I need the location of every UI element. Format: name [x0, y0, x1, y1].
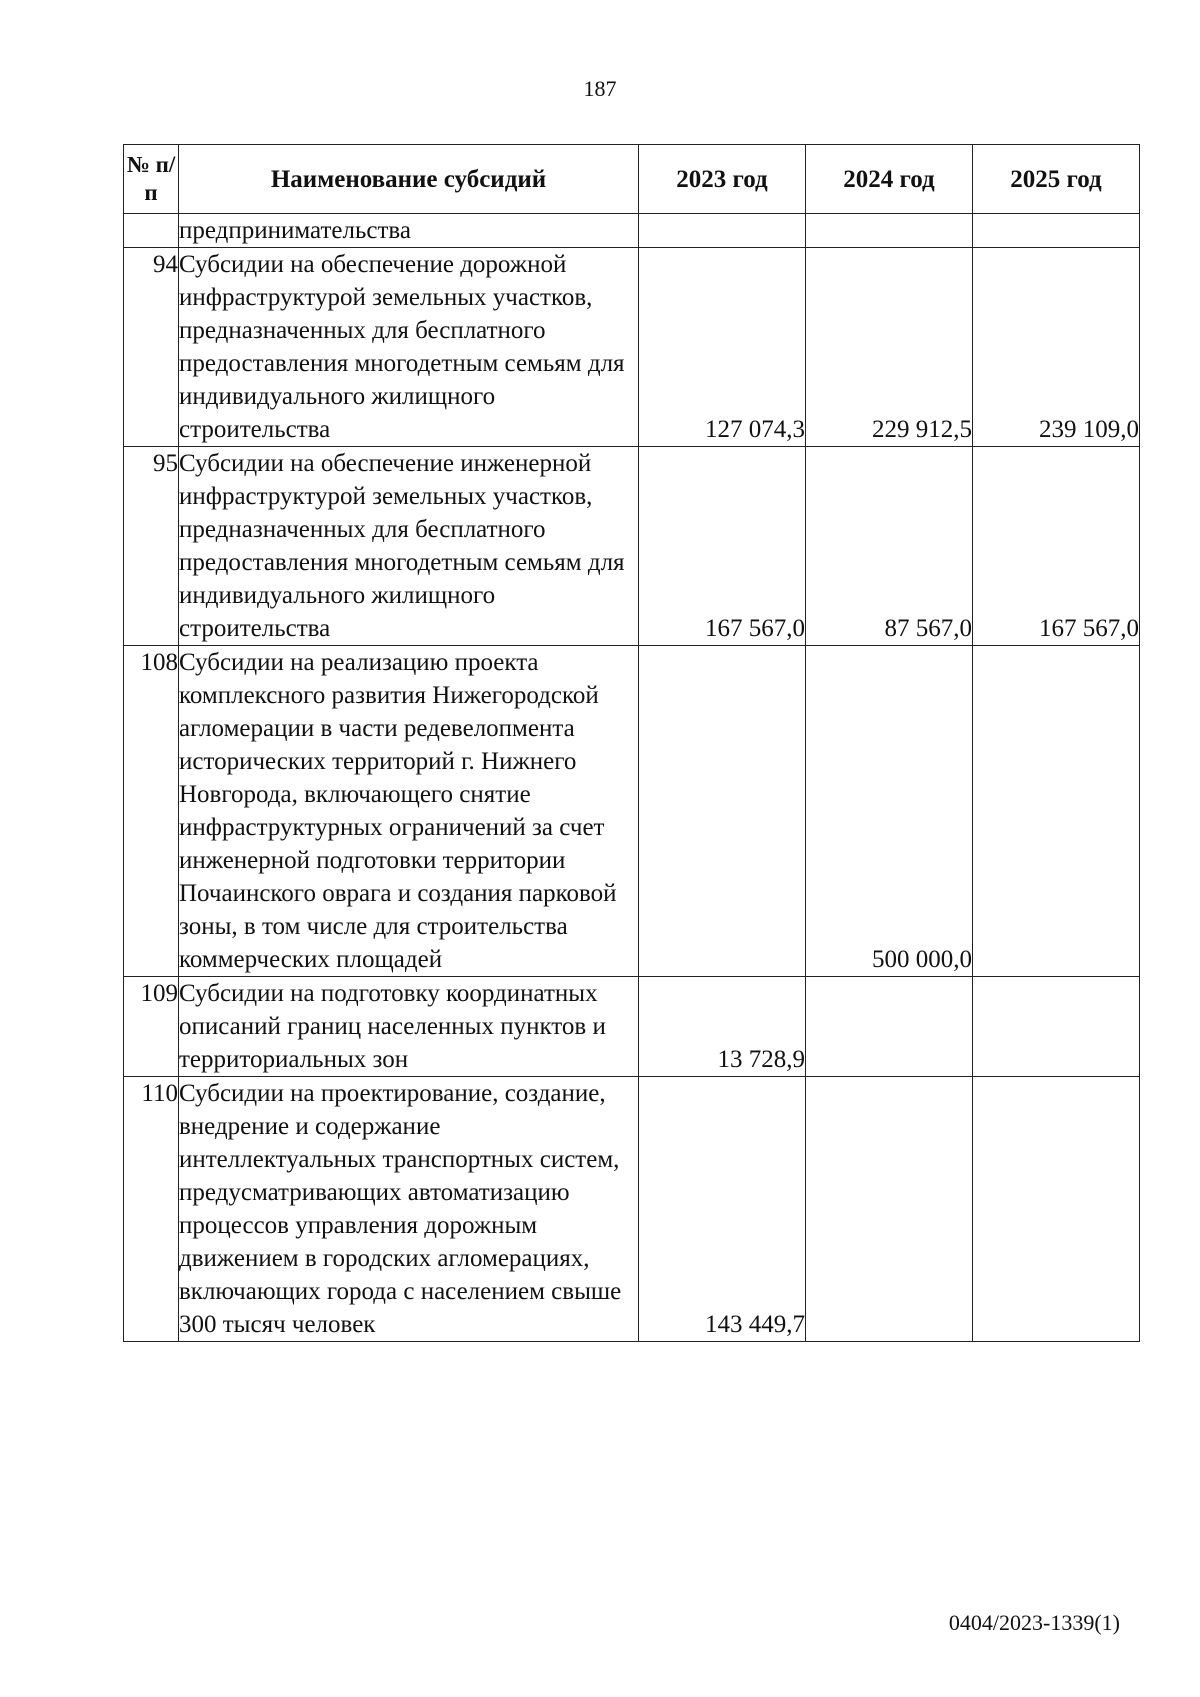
row-value-2025	[973, 646, 1140, 977]
row-value-2024: 87 567,0	[806, 447, 973, 646]
table-row	[124, 646, 1140, 977]
header-num: № п/п	[124, 145, 179, 214]
continuation-num	[124, 214, 179, 248]
row-name: Субсидии на подготовку координатных описаний границ населенных пунктов и территориальных зон	[179, 977, 639, 1077]
row-value-2024	[806, 1077, 973, 1342]
row-name: Субсидии на реализацию проекта комплексного развития Нижегородской агломерации в части редевелопмента исторических территорий г. Нижнего Новгорода, включающего снятие инфраструктурных ограничений за счет инженерной подготовки территории Почаинского оврага и создания парковой зоны, в том числе для строительства коммерческих площадей	[179, 646, 639, 977]
row-num: 95	[124, 447, 179, 646]
row-value-2025	[973, 1077, 1140, 1342]
document-code: 0404/2023-1339(1)	[948, 1610, 1120, 1635]
row-value-2023: 143 449,7	[639, 1077, 806, 1342]
row-value-2024: 500 000,0	[806, 646, 973, 977]
table-row	[124, 248, 1140, 447]
row-num: 110	[124, 1077, 179, 1342]
row-num: 108	[124, 646, 179, 977]
subsidies-table	[123, 144, 1140, 1342]
table-header-row	[124, 145, 1140, 214]
row-value-2025: 239 109,0	[973, 248, 1140, 447]
continuation-name: предпринимательства	[179, 214, 639, 248]
row-name: Субсидии на обеспечение дорожной инфраструктурой земельных участков, предназначенных для бесплатного предоставления многодетным семьям для индивидуального жилищного строительства	[179, 248, 639, 447]
header-2024: 2024 год	[806, 145, 973, 214]
continuation-2025	[973, 214, 1140, 248]
row-value-2023: 127 074,3	[639, 248, 806, 447]
table-row	[124, 447, 1140, 646]
row-name: Субсидии на проектирование, создание, внедрение и содержание интеллектуальных транспортных систем, предусматривающих автоматизацию процессов управления дорожным движением в городских агломерациях, включающих города с населением свыше 300 тысяч человек	[179, 1077, 639, 1342]
table-row	[124, 977, 1140, 1077]
row-num: 109	[124, 977, 179, 1077]
continuation-2023	[639, 214, 806, 248]
continuation-2024	[806, 214, 973, 248]
header-2025: 2025 год	[973, 145, 1140, 214]
row-value-2024: 229 912,5	[806, 248, 973, 447]
header-name: Наименование субсидий	[179, 145, 639, 214]
row-num: 94	[124, 248, 179, 447]
row-value-2023: 13 728,9	[639, 977, 806, 1077]
row-value-2025	[973, 977, 1140, 1077]
row-value-2024	[806, 977, 973, 1077]
row-value-2023	[639, 646, 806, 977]
row-name: Субсидии на обеспечение инженерной инфраструктурой земельных участков, предназначенных для бесплатного предоставления многодетным семьям для индивидуального жилищного строительства	[179, 447, 639, 646]
page-number: 187	[583, 76, 617, 101]
continuation-row	[124, 214, 1140, 248]
header-2023: 2023 год	[639, 145, 806, 214]
table-row	[124, 1077, 1140, 1342]
row-value-2025: 167 567,0	[973, 447, 1140, 646]
row-value-2023: 167 567,0	[639, 447, 806, 646]
